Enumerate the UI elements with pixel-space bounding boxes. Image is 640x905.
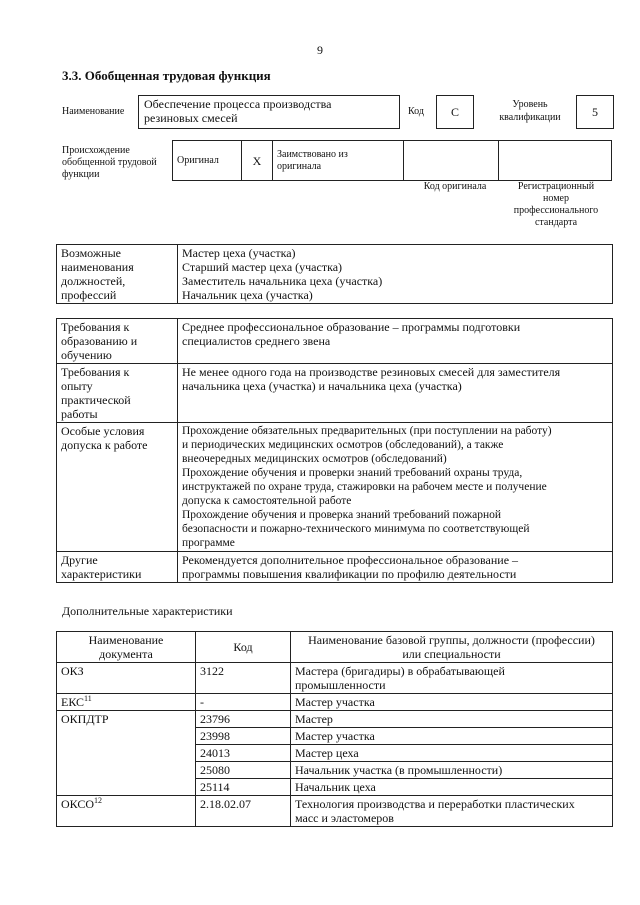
table-row: ЕКС$^{11}$ - Мастер участка: [57, 694, 613, 711]
additional-title: Дополнительные характеристики: [62, 604, 233, 618]
original-mark: X: [242, 141, 273, 181]
position-item: Мастер цеха (участка): [182, 246, 296, 260]
requirement-other: Другие характеристики Рекомендуется дополнительное профессиональное образование – программы повышения квалификации по профилю деятельности: [57, 552, 613, 583]
table-row: ОКПДТР 23796 Мастер: [57, 711, 613, 728]
position-item: Старший мастер цеха (участка): [182, 260, 343, 274]
name-value-line: резиновых смесей: [144, 111, 238, 125]
table-row: 25080 Начальник участка (в промышленности): [57, 762, 613, 779]
additional-table: [56, 631, 613, 827]
origin-label: Происхождение обобщенной трудовой функции: [62, 145, 157, 180]
reg-number-label: Регистрационный номер профессионального стандарта: [513, 181, 599, 228]
requirement-education: Требования к образованию и обучению Среднее профессиональное образование – программы подготовки специалистов среднего звена: [57, 319, 613, 364]
table-row: ОКСО$^{12}$ 2.18.02.07 Технология производства и переработки пластических масс и эластомеров: [57, 796, 613, 827]
name-value-line: Обеспечение процесса производства: [144, 97, 332, 111]
reg-number-cell: [499, 141, 612, 181]
requirement-special-conditions: Особые условия допуска к работе Прохождение обязательных предварительных (при поступлении на работу) и периодических медицинских осмотров (обследований), а также внеочередных медицинских осмотров (обследований) Прохождение обучения и проверки знаний требований охраны труда, инструктажей по охране труда, стажировки на рабочем месте и получение допуска к самостоятельной работе Прохождение обучения и проверка знаний требований пожарной безопасности и пожарно-технического минимума по соответствующей программе: [57, 423, 613, 552]
origin-table: [172, 140, 612, 181]
positions-label: Возможные наименования должностей, профессий: [57, 245, 178, 304]
table-row: ОКЗ 3122 Мастера (бригадиры) в обрабатывающей промышленности: [57, 663, 613, 694]
positions-table: [56, 244, 613, 304]
level-value: 5: [576, 95, 614, 129]
name-label: Наименование: [62, 106, 125, 117]
additional-header-row: Наименование документа Код Наименование базовой группы, должности (профессии) или специальности: [57, 632, 613, 663]
original-label: Оригинал: [173, 141, 242, 181]
name-value-box: [138, 95, 400, 129]
level-label: Уровень квалификации: [499, 99, 561, 123]
position-item: Заместитель начальника цеха (участка): [182, 274, 383, 288]
code-original-label: Код оригинала: [423, 181, 487, 192]
code-value: C: [436, 95, 474, 129]
page-number: 9: [317, 43, 323, 57]
table-row: 24013 Мастер цеха: [57, 745, 613, 762]
requirement-experience: Требования к опыту практической работы Не менее одного года на производстве резиновых смесей для заместителя начальника цеха (участка) и начальника цеха (участка): [57, 364, 613, 423]
section-title: 3.3. Обобщенная трудовая функция: [62, 68, 271, 83]
borrowed-label: Заимствовано из оригинала: [273, 141, 404, 181]
code-label: Код: [408, 106, 424, 117]
position-item: Начальник цеха (участка): [182, 288, 313, 302]
table-row: 23998 Мастер участка: [57, 728, 613, 745]
code-original-cell: [404, 141, 499, 181]
positions-list: [178, 245, 613, 304]
requirements-table: [56, 318, 613, 583]
table-row: 25114 Начальник цеха: [57, 779, 613, 796]
